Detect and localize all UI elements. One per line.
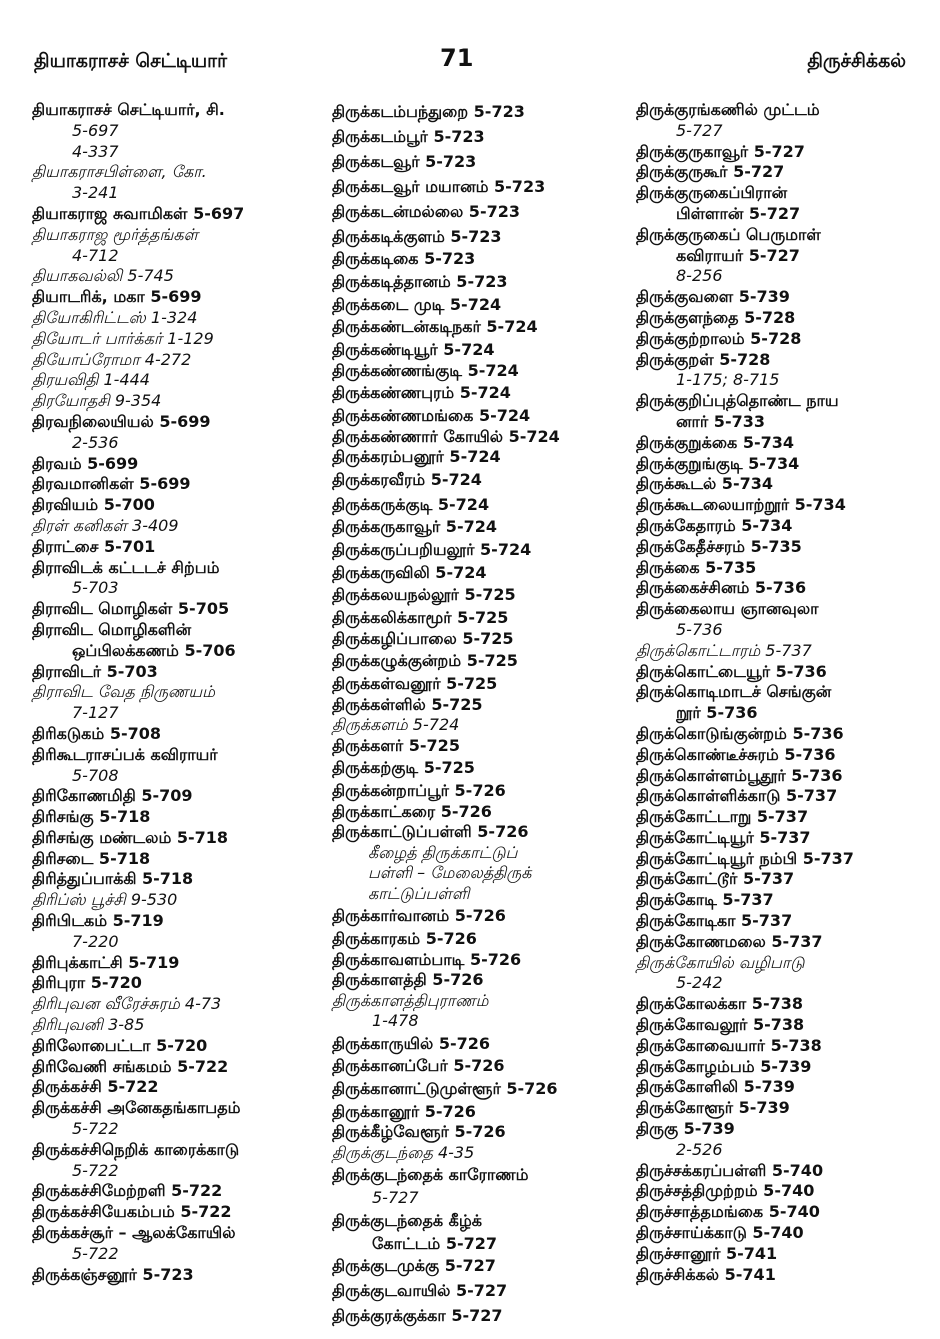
index-entry: திருக்கடை முடி 5-724 — [332, 294, 502, 314]
index-entry: திருக்குற்றாலம் 5-728 — [636, 328, 802, 348]
index-entry: கீழைத் திருக்காட்டுப் — [368, 842, 518, 862]
index-entry: திரிசங்கு மண்டலம் 5-718 — [32, 827, 229, 847]
index-entry: திருக்கானப்பேர் 5-726 — [332, 1056, 505, 1076]
index-entry: 1-175; 8-715 — [676, 370, 780, 390]
index-entry: திருக்கலயநல்லூர் 5-725 — [332, 585, 516, 605]
index-entry: திருக்கேதாரம் 5-734 — [636, 515, 793, 535]
index-entry: திருக்கோட்டாறு 5-737 — [636, 807, 809, 827]
index-entry: திருக்கோளிலி 5-739 — [636, 1077, 795, 1097]
index-entry: திருக்காளத்தி 5-726 — [332, 970, 484, 989]
index-entry: திருக்காரகம் 5-726 — [332, 929, 477, 948]
index-entry: திருக்கண்ணபுரம் 5-724 — [332, 383, 511, 403]
index-entry: தியாகராசபிள்ளை, கோ. — [32, 162, 207, 182]
index-entry: திரிசங்கு 5-718 — [32, 807, 151, 827]
index-entry: திருக்கழுக்குன்றம் 5-725 — [332, 651, 518, 671]
index-entry: திருக்குடந்தைக் காரோணம் — [332, 1165, 529, 1185]
index-entry: திருக்கைச்சினம் 5-736 — [636, 578, 807, 598]
index-entry: 5-736 — [676, 619, 723, 639]
index-entry: 5-708 — [72, 765, 119, 785]
index-entry: 5-697 — [72, 120, 119, 140]
index-entry: திருக்கொள்ளம்பூதூர் 5-736 — [636, 765, 843, 785]
index-entry: காட்டுப்பள்ளி — [368, 883, 470, 903]
index-entry: தியாடரிக், மகா 5-699 — [32, 287, 202, 307]
index-entry: திருக்குறுங்குடி 5-734 — [636, 453, 800, 473]
index-entry: திராவிடர் 5-703 — [32, 661, 158, 681]
index-entry: திருக்காளத்திபுராணம் — [332, 990, 489, 1010]
index-entry: 5-242 — [676, 973, 723, 993]
index-entry: திருக்கைலாய ஞானவுலா — [636, 599, 819, 619]
index-entry: திருக்குரக்குக்கா 5-727 — [332, 1305, 503, 1325]
index-entry: திருக்கச்சியேகம்பம் 5-722 — [32, 1202, 232, 1222]
index-entry: திருக்கானாட்டுமுள்ளூர் 5-726 — [332, 1078, 558, 1098]
index-entry: திருக்கோட்டியூர் 5-737 — [636, 827, 811, 847]
index-entry: திருக்களர் 5-725 — [332, 735, 460, 755]
index-entry: கோட்டம் 5-727 — [372, 1233, 498, 1253]
index-entry: திருக்காட்கரை 5-726 — [332, 801, 492, 821]
index-entry: திருச்சத்திமுற்றம் 5-740 — [636, 1181, 815, 1201]
index-entry: திருக்கொடுங்குன்றம் 5-736 — [636, 723, 844, 743]
index-entry: தியாகராஜ மூர்த்தங்கள் — [32, 224, 199, 244]
index-entry: திருக்கோணமலை 5-737 — [636, 931, 823, 951]
index-entry: தியோப்ரோமா 4-272 — [32, 349, 192, 369]
index-entry: திருக்கை 5-735 — [636, 557, 757, 577]
index-entry: திரித்துப்பாக்கி 5-718 — [32, 869, 194, 889]
index-entry: திருக்குளந்தை 5-728 — [636, 307, 796, 327]
index-entry: திருக்கச்சிநெறிக் காரைக்காடு — [32, 1139, 240, 1159]
index-entry: திருக்கரவீரம் 5-724 — [332, 469, 482, 489]
index-entry: திரிபுவனி 3-85 — [32, 1015, 145, 1035]
index-entry: திருக்கோயில் வழிபாடு — [636, 952, 805, 972]
index-entry: திருக்கொடிமாடச் செங்குன் — [636, 682, 832, 702]
index-entry: திரவம் 5-699 — [32, 453, 139, 473]
index-entry: திருக்கோழம்பம் 5-739 — [636, 1056, 812, 1076]
index-entry: னார் 5-733 — [676, 411, 765, 431]
index-entry: திருக்கானூர் 5-726 — [332, 1101, 476, 1121]
index-entry: 2-526 — [676, 1139, 723, 1159]
index-entry: திருக்கச்சூர் – ஆலக்கோயில் — [32, 1223, 236, 1243]
index-entry: திருக்கோடிகா 5-737 — [636, 911, 793, 931]
index-entry: 3-241 — [72, 183, 119, 203]
index-entry: திராவிட மொழிகளின் — [32, 619, 192, 639]
index-entry: திருக்குடந்தை 4-35 — [332, 1142, 475, 1162]
index-entry: திராவிடக் கட்டடச் சிற்பம் — [32, 557, 220, 577]
index-entry: திருக்குறிப்புத்தொண்ட நாய — [636, 391, 839, 411]
index-column-2 — [332, 100, 632, 1329]
index-entry: திராட்சை 5-701 — [32, 536, 156, 556]
running-head-first-entry: தியாகராசச் செட்டியார் — [34, 50, 228, 72]
index-entry: திருக்கருப்பறியலூர் 5-724 — [332, 539, 532, 559]
index-entry: 7-127 — [72, 703, 119, 723]
index-entry: திரிவேணி சங்கமம் 5-722 — [32, 1056, 229, 1076]
index-entry: திருக்கடவூர் 5-723 — [332, 151, 477, 171]
index-entry: திருக்கோலக்கா 5-738 — [636, 994, 803, 1014]
index-entry: திருக்குருகைப்பிரான் — [636, 183, 788, 203]
index-entry: திருக்கீழ்வேளூர் 5-726 — [332, 1122, 506, 1142]
index-entry: 5-722 — [72, 1160, 119, 1180]
index-entry: 4-337 — [72, 141, 119, 161]
index-entry: திரவநிலையியல் 5-699 — [32, 411, 211, 431]
index-entry: கவிராயர் 5-727 — [676, 245, 800, 265]
index-entry: திருக்காட்டுப்பள்ளி 5-726 — [332, 822, 529, 842]
index-column-1 — [32, 100, 324, 1285]
index-entry: திருக்கஞ்சனூர் 5-723 — [32, 1264, 194, 1284]
index-entry: தியாகவல்லி 5-745 — [32, 266, 174, 286]
index-entry: தியாகராஜ சுவாமிகள் 5-697 — [32, 203, 245, 223]
index-entry: திருக்கோவலூர் 5-738 — [636, 1015, 805, 1035]
index-entry: திரிசடை 5-718 — [32, 848, 151, 868]
index-entry: திருக்கடம்பூர் 5-723 — [332, 126, 485, 146]
index-entry: றூர் 5-736 — [676, 703, 758, 723]
index-entry: திருக்கடிக்குளம் 5-723 — [332, 226, 502, 246]
index-entry: திருக்கச்சி 5-722 — [32, 1077, 159, 1097]
index-entry: திருக்கள்வனூர் 5-725 — [332, 674, 498, 694]
index-entry: திருக்கள்ளில் 5-725 — [332, 694, 483, 714]
index-entry: திருக்கற்குடி 5-725 — [332, 758, 475, 778]
index-entry: திருச்சிக்கல் 5-741 — [636, 1264, 776, 1284]
index-entry: திருச்சாய்க்காடு 5-740 — [636, 1223, 804, 1243]
index-entry: திருக்கூடலையாற்றூர் 5-734 — [636, 495, 846, 515]
index-entry: திரிகூடராசப்பக் கவிராயர் — [32, 744, 218, 764]
index-entry: திருக்கச்சி அனேகதங்காபதம் — [32, 1098, 241, 1118]
index-entry: திருக்காவளம்பாடி 5-726 — [332, 949, 522, 969]
index-entry: தியோகிரிட்டஸ் 1-324 — [32, 307, 198, 327]
index-entry: திருக்கண்டியூர் 5-724 — [332, 340, 495, 360]
index-entry: திரள் கனிகள் 3-409 — [32, 515, 179, 535]
index-entry: திருக்கோவையார் 5-738 — [636, 1035, 822, 1055]
index-entry: திருக்கார்வானம் 5-726 — [332, 906, 506, 926]
index-entry: திருக்கண்ணமங்கை 5-724 — [332, 406, 531, 426]
index-entry: திருக்கொட்டையூர் 5-736 — [636, 661, 827, 681]
index-entry: திருக்கருக்குடி 5-724 — [332, 494, 490, 514]
index-entry: திருக்கண்ணார் கோயில் 5-724 — [332, 426, 560, 446]
index-entry: திருக்குரங்கணில் முட்டம் — [636, 100, 820, 119]
index-entry: திருக்கடவூர் மயானம் 5-723 — [332, 176, 546, 196]
index-entry: திருக்கூடல் 5-734 — [636, 474, 773, 494]
page-number: 71 — [440, 44, 474, 72]
index-entry: 2-536 — [72, 432, 119, 452]
index-entry: திருக்கலிக்காமூர் 5-725 — [332, 608, 509, 628]
index-entry: 5-722 — [72, 1119, 119, 1139]
index-entry: திருக்கண்டன்கடிநகர் 5-724 — [332, 317, 538, 337]
index-entry: திரிகோணமிதி 5-709 — [32, 786, 193, 806]
index-entry: திருக்குவளை 5-739 — [636, 287, 790, 307]
index-entry: திருக்குடவாயில் 5-727 — [332, 1281, 508, 1301]
index-entry: திருச்சக்கரப்பள்ளி 5-740 — [636, 1160, 824, 1180]
index-entry: திராவிட வேத நிருணயம் — [32, 682, 215, 702]
index-entry: தியாகராசச் செட்டியார், சி. — [32, 100, 225, 119]
index-entry: 5-703 — [72, 578, 119, 598]
index-entry: திருக்கடித்தானம் 5-723 — [332, 271, 508, 291]
index-entry: 7-220 — [72, 931, 119, 951]
index-entry: திரிபுக்காட்சி 5-719 — [32, 952, 180, 972]
index-entry: திருக்குருகைப் பெருமாள் — [636, 224, 821, 244]
index-entry: திருக்கேதீச்சரம் 5-735 — [636, 536, 802, 556]
index-entry: திரிபுரா 5-720 — [32, 973, 142, 993]
index-entry: திருக்கொள்ளிக்காடு 5-737 — [636, 786, 838, 806]
index-entry: 5-727 — [676, 120, 723, 140]
index-entry: 5-722 — [72, 1243, 119, 1263]
index-entry: பள்ளி – மேலைத்திருக் — [368, 863, 532, 883]
index-entry: திருக்குருகாவூர் 5-727 — [636, 141, 805, 161]
index-entry: திருக்கருவிலி 5-724 — [332, 562, 487, 582]
index-entry: 1-478 — [372, 1011, 419, 1030]
index-entry: திருக்கோட்டியூர் நம்பி 5-737 — [636, 848, 854, 868]
index-entry: 4-712 — [72, 245, 119, 265]
index-entry: திருக்கோளூர் 5-739 — [636, 1098, 790, 1118]
index-entry: திருக்கன்றாப்பூர் 5-726 — [332, 781, 506, 801]
index-entry: திருக்குடமுக்கு 5-727 — [332, 1256, 496, 1276]
index-entry: திருச்சானூர் 5-741 — [636, 1243, 778, 1263]
index-entry: திரயவிதி 1-444 — [32, 370, 150, 390]
index-entry: திருக்கடிகை 5-723 — [332, 249, 476, 269]
index-entry: திருகு 5-739 — [636, 1119, 735, 1139]
index-entry: திருக்கச்சிமேற்றளி 5-722 — [32, 1181, 223, 1201]
index-entry: திருக்கடம்பந்துறை 5-723 — [332, 102, 525, 121]
index-entry: திருக்குருகூர் 5-727 — [636, 162, 785, 182]
index-entry: திருக்காருயில் 5-726 — [332, 1033, 491, 1053]
index-entry: 5-727 — [372, 1188, 419, 1208]
index-entry: திரிகடுகம் 5-708 — [32, 723, 161, 743]
index-entry: திருக்கண்ணங்குடி 5-724 — [332, 360, 519, 380]
index-entry: திரிலோபைட்டா 5-720 — [32, 1035, 208, 1055]
index-entry: திரிபிடகம் 5-719 — [32, 911, 164, 931]
index-entry: திருச்சாத்தமங்கை 5-740 — [636, 1202, 820, 1222]
index-entry: திருக்களம் 5-724 — [332, 715, 460, 735]
index-entry: தியோடர் பார்க்கர் 1-129 — [32, 328, 214, 348]
index-entry: திராவிட மொழிகள் 5-705 — [32, 599, 230, 619]
index-entry: திருக்கழிப்பாலை 5-725 — [332, 628, 514, 648]
index-entry: திருக்கொண்டீச்சுரம் 5-736 — [636, 744, 836, 764]
running-head-last-entry: திருச்சிக்கல் — [807, 50, 906, 72]
index-entry: திரயோதசி 9-354 — [32, 391, 162, 411]
index-entry: திருக்கடன்மல்லை 5-723 — [332, 201, 520, 221]
index-entry: திருக்கோடி 5-737 — [636, 890, 774, 910]
index-entry: திருக்கரம்பனூர் 5-724 — [332, 447, 501, 467]
index-entry: திரவியம் 5-700 — [32, 495, 155, 515]
index-column-3 — [636, 100, 936, 1285]
page-header — [0, 44, 940, 84]
index-entry: 8-256 — [676, 266, 723, 286]
index-entry: ஒப்பிலக்கணம் 5-706 — [72, 640, 236, 660]
index-entry: திருக்குறுக்கை 5-734 — [636, 432, 795, 452]
index-entry: திருக்கொட்டாரம் 5-737 — [636, 640, 812, 660]
index-entry: திருக்கோட்டூர் 5-737 — [636, 869, 795, 889]
index-entry: பிள்ளான் 5-727 — [676, 203, 801, 223]
index-entry: திருக்கருகாவூர் 5-724 — [332, 517, 497, 537]
index-entry: திருக்குறள் 5-728 — [636, 349, 771, 369]
index-entry: திரிபுவன வீரேச்சுரம் 4-73 — [32, 994, 222, 1014]
index-entry: திருக்குடந்தைக் கீழ்க் — [332, 1210, 483, 1230]
index-entry: திரவமானிகள் 5-699 — [32, 474, 191, 494]
index-entry: திரிப்ஸ் பூச்சி 9-530 — [32, 890, 178, 910]
